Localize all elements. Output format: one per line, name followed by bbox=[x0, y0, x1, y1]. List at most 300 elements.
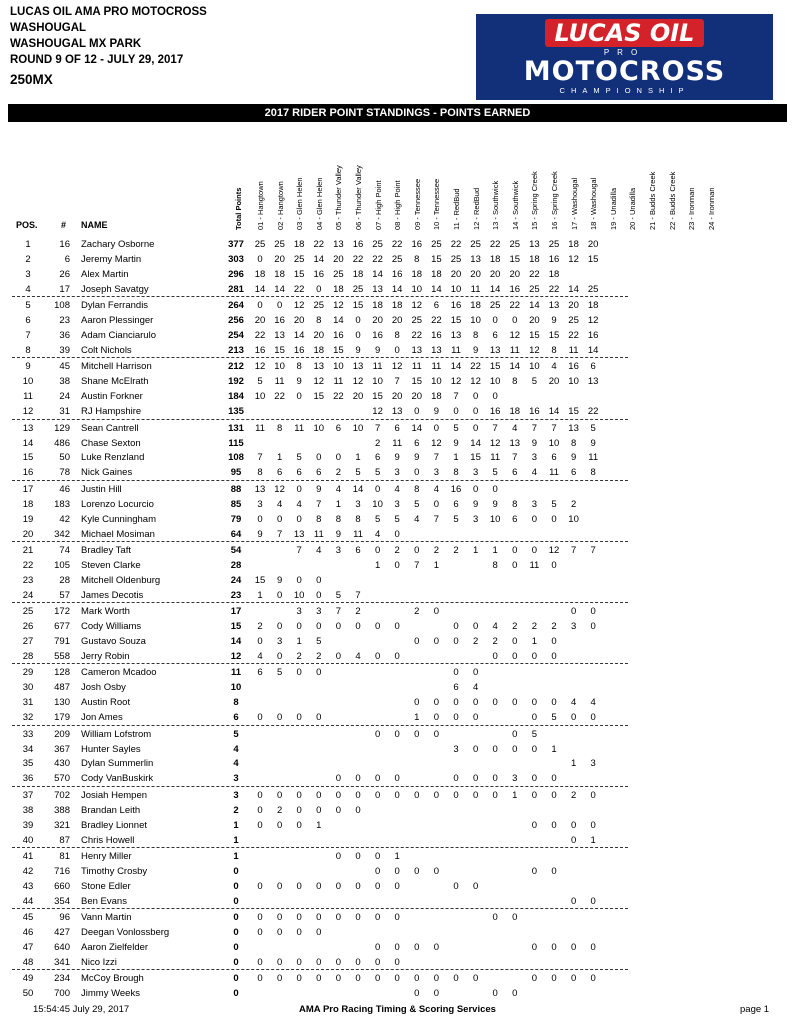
rider-number: 341 bbox=[54, 956, 70, 968]
rider-number: 130 bbox=[54, 697, 70, 709]
rider-position: 21 bbox=[22, 545, 34, 556]
round-points: 0 bbox=[492, 483, 498, 495]
round-points: 0 bbox=[316, 712, 322, 724]
round-points: 0 bbox=[257, 513, 263, 525]
round-points: 2 bbox=[276, 804, 283, 816]
round-points: 1 bbox=[296, 636, 302, 647]
logo-motocross: MOTOCROSS bbox=[523, 56, 726, 87]
logo-pro: PRO bbox=[603, 48, 646, 57]
round-points: 11 bbox=[353, 528, 363, 540]
rider-number: 96 bbox=[59, 912, 70, 924]
round-points: 6 bbox=[355, 545, 361, 556]
round-points: 0 bbox=[551, 513, 557, 525]
round-points: 16 bbox=[568, 361, 579, 373]
round-points: 0 bbox=[492, 988, 498, 1000]
round-points: 9 bbox=[570, 452, 577, 464]
rider-name: Austin Root bbox=[81, 697, 131, 709]
event-name: WASHOUGAL bbox=[10, 22, 87, 34]
round-points: 0 bbox=[570, 606, 577, 618]
round-points: 7 bbox=[512, 452, 518, 464]
round-points: 11 bbox=[313, 528, 324, 540]
rider-total-points: 1 bbox=[233, 834, 239, 846]
round-points: 0 bbox=[296, 973, 302, 985]
round-points: 0 bbox=[257, 253, 263, 265]
round-points: 7 bbox=[453, 391, 459, 403]
table-row bbox=[0, 619, 795, 634]
standings-banner: 2017 RIDER POINT STANDINGS - POINTS EARNED bbox=[8, 104, 787, 122]
rider-total-points: 212 bbox=[228, 361, 244, 373]
rider-position: 48 bbox=[22, 956, 34, 968]
col-total-header bbox=[230, 166, 246, 230]
round-points: 10 bbox=[529, 361, 540, 373]
round-points: 0 bbox=[531, 513, 538, 525]
rider-name: Joseph Savatgy bbox=[81, 283, 149, 295]
round-points: 9 bbox=[394, 452, 400, 464]
col-round-label: 18 - Washougal bbox=[589, 177, 599, 230]
rider-name: Hunter Sayles bbox=[81, 743, 141, 755]
round-points: 12 bbox=[274, 483, 285, 495]
table-row bbox=[0, 864, 795, 879]
round-points: 0 bbox=[414, 865, 420, 877]
round-points: 13 bbox=[293, 528, 305, 540]
round-points: 11 bbox=[255, 422, 265, 434]
round-points: 25 bbox=[372, 239, 383, 250]
round-points: 0 bbox=[374, 483, 381, 495]
round-points: 0 bbox=[590, 942, 596, 953]
round-points: 0 bbox=[531, 865, 538, 877]
rider-number: 23 bbox=[59, 315, 70, 327]
rider-number: 16 bbox=[59, 239, 70, 250]
col-round-label: 15 - Spring Creek bbox=[530, 171, 540, 230]
rider-total-points: 0 bbox=[233, 973, 239, 985]
round-points: 10 bbox=[411, 283, 423, 295]
rider-total-points: 23 bbox=[230, 589, 242, 601]
round-points: 8 bbox=[257, 467, 263, 479]
round-points: 0 bbox=[316, 621, 322, 633]
rider-name: Alex Martin bbox=[81, 268, 129, 280]
round-points: 5 bbox=[414, 498, 420, 510]
round-points: 11 bbox=[392, 437, 403, 449]
rider-name: William Lofstrom bbox=[81, 728, 152, 740]
round-points: 1 bbox=[531, 636, 538, 647]
round-points: 13 bbox=[254, 483, 266, 495]
venue-name: WASHOUGAL MX PARK bbox=[10, 38, 142, 50]
rider-number: 427 bbox=[54, 927, 70, 939]
round-points: 0 bbox=[453, 712, 459, 724]
round-points: 0 bbox=[551, 973, 557, 985]
round-points: 22 bbox=[568, 330, 579, 341]
round-points: 4 bbox=[394, 483, 400, 495]
round-points: 0 bbox=[257, 636, 263, 647]
round-points: 7 bbox=[335, 606, 342, 618]
round-points: 10 bbox=[431, 376, 442, 388]
table-row bbox=[0, 634, 795, 649]
round-points: 0 bbox=[453, 789, 459, 801]
round-points: 25 bbox=[431, 239, 442, 250]
col-round-header bbox=[330, 166, 346, 230]
table-row bbox=[0, 955, 795, 970]
round-points: 0 bbox=[335, 973, 342, 985]
round-points: 10 bbox=[450, 283, 462, 295]
round-points: 14 bbox=[391, 283, 403, 295]
rider-position: 44 bbox=[22, 895, 34, 907]
round-points: 0 bbox=[492, 697, 498, 709]
round-points: 22 bbox=[489, 239, 501, 250]
round-points: 7 bbox=[355, 589, 361, 601]
round-points: 18 bbox=[489, 253, 501, 265]
round-points: 12 bbox=[431, 437, 442, 449]
round-points: 20 bbox=[352, 391, 364, 403]
round-points: 4 bbox=[296, 498, 302, 510]
col-pos-header: POS. bbox=[16, 220, 38, 230]
round-points: 0 bbox=[433, 973, 440, 985]
round-points: 9 bbox=[531, 437, 538, 449]
round-points: 25 bbox=[509, 239, 521, 250]
round-points: 0 bbox=[296, 956, 302, 968]
rider-number: 172 bbox=[54, 606, 70, 618]
round-points: 9 bbox=[453, 437, 459, 449]
round-points: 0 bbox=[414, 467, 420, 479]
rider-number: 128 bbox=[54, 667, 70, 679]
round-points: 13 bbox=[529, 239, 540, 250]
rider-number: 486 bbox=[54, 437, 70, 449]
round-points: 7 bbox=[492, 422, 498, 434]
round-points: 18 bbox=[431, 268, 442, 280]
round-points: 0 bbox=[374, 880, 381, 892]
rider-name: Adam Cianciarulo bbox=[81, 330, 156, 341]
rider-position: 27 bbox=[22, 636, 34, 647]
round-points: 0 bbox=[453, 773, 459, 785]
round-points: 0 bbox=[590, 973, 596, 985]
table-row bbox=[0, 910, 795, 925]
round-points: 20 bbox=[450, 268, 462, 280]
col-total-label: Total Points bbox=[234, 187, 243, 230]
round-points: 4 bbox=[414, 513, 420, 525]
rider-position: 32 bbox=[22, 712, 34, 724]
round-points: 0 bbox=[355, 851, 361, 862]
round-points: 0 bbox=[512, 988, 518, 1000]
rider-number: 570 bbox=[54, 773, 70, 785]
round-points: 0 bbox=[394, 528, 400, 540]
rider-name: Dylan Summerlin bbox=[81, 758, 154, 770]
round-points: 8 bbox=[316, 513, 322, 525]
round-points: 12 bbox=[529, 344, 540, 356]
round-points: 0 bbox=[570, 834, 577, 846]
col-round-header bbox=[487, 166, 503, 230]
round-points: 0 bbox=[316, 283, 322, 295]
round-points: 0 bbox=[257, 956, 263, 968]
round-points: 0 bbox=[276, 789, 283, 801]
round-points: 2 bbox=[472, 636, 479, 647]
rider-position: 19 bbox=[22, 513, 34, 525]
table-row bbox=[0, 527, 795, 542]
round-points: 0 bbox=[590, 606, 596, 618]
round-points: 16 bbox=[450, 300, 462, 312]
round-points: 0 bbox=[472, 697, 479, 709]
col-round-header bbox=[409, 166, 425, 230]
rider-position: 2 bbox=[25, 253, 31, 265]
round-points: 3 bbox=[453, 743, 459, 755]
round-points: 0 bbox=[472, 743, 479, 755]
round-points: 16 bbox=[489, 406, 501, 418]
round-points: 8 bbox=[453, 467, 459, 479]
round-points: 22 bbox=[470, 361, 481, 373]
round-points: 14 bbox=[470, 437, 481, 449]
round-points: 0 bbox=[276, 621, 283, 633]
round-points: 9 bbox=[472, 344, 479, 356]
round-points: 25 bbox=[293, 253, 305, 265]
round-points: 0 bbox=[355, 973, 361, 985]
rider-total-points: 281 bbox=[228, 283, 244, 295]
table-row bbox=[0, 436, 795, 451]
round-points: 0 bbox=[453, 406, 459, 418]
round-points: 0 bbox=[355, 804, 361, 816]
round-points: 12 bbox=[254, 361, 266, 373]
rider-position: 3 bbox=[25, 268, 31, 280]
rider-name: Jerry Robin bbox=[81, 650, 130, 662]
round-points: 8 bbox=[414, 253, 420, 265]
round-points: 0 bbox=[531, 650, 538, 662]
rider-name: James Decotis bbox=[81, 589, 144, 601]
round-points: 16 bbox=[529, 406, 540, 418]
round-points: 15 bbox=[529, 330, 540, 341]
round-points: 0 bbox=[433, 498, 440, 510]
round-points: 8 bbox=[335, 513, 342, 525]
rider-position: 38 bbox=[22, 804, 34, 816]
rider-position: 16 bbox=[22, 467, 34, 479]
rider-number: 234 bbox=[54, 973, 70, 985]
round-points: 10 bbox=[313, 422, 325, 434]
round-points: 0 bbox=[374, 789, 381, 801]
col-round-header bbox=[428, 166, 444, 230]
group-divider bbox=[12, 663, 628, 664]
round-points: 22 bbox=[391, 239, 403, 250]
col-round-header bbox=[624, 166, 640, 230]
round-points: 0 bbox=[433, 606, 440, 618]
col-round-header bbox=[664, 166, 680, 230]
table-row bbox=[0, 282, 795, 297]
rider-name: Gustavo Souza bbox=[81, 636, 146, 647]
round-points: 20 bbox=[470, 268, 481, 280]
table-row bbox=[0, 710, 795, 725]
round-points: 10 bbox=[548, 437, 560, 449]
rider-total-points: 377 bbox=[228, 239, 244, 250]
round-points: 2 bbox=[296, 650, 302, 662]
round-points: 0 bbox=[296, 391, 302, 403]
rider-total-points: 8 bbox=[233, 697, 239, 709]
round-points: 8 bbox=[512, 498, 518, 510]
round-points: 11 bbox=[294, 422, 305, 434]
round-points: 0 bbox=[531, 942, 538, 953]
round-points: 5 bbox=[335, 589, 342, 601]
round-points: 0 bbox=[276, 880, 283, 892]
round-points: 11 bbox=[470, 283, 481, 295]
round-points: 0 bbox=[414, 789, 420, 801]
round-points: 4 bbox=[570, 697, 577, 709]
round-points: 0 bbox=[472, 621, 479, 633]
round-points: 0 bbox=[492, 315, 498, 327]
round-points: 0 bbox=[590, 789, 596, 801]
rider-number: 31 bbox=[59, 406, 70, 418]
round-points: 0 bbox=[414, 973, 420, 985]
round-points: 0 bbox=[472, 483, 479, 495]
rider-total-points: 0 bbox=[233, 912, 239, 924]
round-points: 6 bbox=[414, 437, 420, 449]
round-points: 3 bbox=[335, 545, 342, 556]
rider-name: Michael Mosiman bbox=[81, 528, 155, 540]
round-points: 0 bbox=[394, 789, 400, 801]
table-row bbox=[0, 665, 795, 680]
round-points: 18 bbox=[568, 239, 579, 250]
table-row bbox=[0, 313, 795, 328]
round-points: 18 bbox=[274, 268, 285, 280]
round-points: 2 bbox=[316, 650, 322, 662]
table-row bbox=[0, 450, 795, 465]
round-points: 10 bbox=[568, 513, 579, 525]
rider-total-points: 192 bbox=[228, 376, 244, 388]
round-points: 15 bbox=[274, 344, 285, 356]
table-row bbox=[0, 497, 795, 512]
rider-position: 41 bbox=[22, 851, 34, 862]
col-round-header bbox=[703, 166, 719, 230]
table-row bbox=[0, 742, 795, 757]
round-points: 0 bbox=[335, 912, 342, 924]
round-points: 0 bbox=[551, 789, 557, 801]
round-points: 0 bbox=[551, 819, 557, 831]
table-row bbox=[0, 543, 795, 558]
round-points: 0 bbox=[512, 697, 518, 709]
col-round-label: 13 - Southwick bbox=[491, 180, 501, 230]
round-points: 1 bbox=[570, 758, 577, 770]
rider-number: 179 bbox=[54, 712, 70, 724]
round-points: 0 bbox=[316, 956, 322, 968]
rider-total-points: 131 bbox=[228, 422, 244, 434]
round-points: 8 bbox=[590, 467, 596, 479]
round-points: 10 bbox=[372, 376, 383, 388]
rider-position: 30 bbox=[22, 682, 34, 694]
round-points: 6 bbox=[296, 467, 302, 479]
rider-total-points: 256 bbox=[228, 315, 244, 327]
round-points: 5 bbox=[590, 422, 596, 434]
round-points: 15 bbox=[470, 452, 481, 464]
col-round-header bbox=[566, 166, 582, 230]
round-points: 2 bbox=[531, 621, 538, 633]
round-points: 25 bbox=[254, 239, 266, 250]
rider-total-points: 0 bbox=[233, 988, 239, 1000]
round-points: 0 bbox=[512, 650, 518, 662]
col-round-label: 19 - Unadilla bbox=[608, 187, 618, 230]
round-points: 25 bbox=[391, 253, 403, 265]
round-points: 13 bbox=[333, 239, 344, 250]
round-points: 15 bbox=[489, 361, 501, 373]
rider-name: Timothy Crosby bbox=[81, 865, 148, 877]
rider-total-points: 24 bbox=[230, 574, 242, 586]
rider-position: 20 bbox=[22, 528, 34, 540]
rider-position: 14 bbox=[22, 437, 34, 449]
round-points: 12 bbox=[509, 330, 521, 341]
table-row bbox=[0, 771, 795, 786]
rider-number: 17 bbox=[59, 283, 70, 295]
rider-position: 1 bbox=[25, 239, 31, 250]
rider-position: 37 bbox=[22, 789, 34, 801]
rider-number: 342 bbox=[54, 528, 70, 540]
table-row bbox=[0, 328, 795, 343]
round-points: 7 bbox=[433, 452, 440, 464]
rider-name: Bradley Lionnet bbox=[81, 819, 148, 831]
round-points: 22 bbox=[548, 283, 560, 295]
round-points: 0 bbox=[316, 589, 322, 601]
round-points: 10 bbox=[489, 376, 501, 388]
col-round-header bbox=[526, 166, 542, 230]
round-points: 25 bbox=[333, 268, 344, 280]
rider-name: Chase Sexton bbox=[81, 437, 141, 449]
round-points: 6 bbox=[316, 467, 322, 479]
round-points: 8 bbox=[394, 330, 400, 341]
round-points: 12 bbox=[450, 376, 462, 388]
round-points: 2 bbox=[335, 467, 342, 479]
rider-number: 183 bbox=[54, 498, 70, 510]
round-points: 0 bbox=[512, 912, 518, 924]
rider-total-points: 54 bbox=[230, 545, 242, 556]
round-points: 2 bbox=[551, 621, 557, 633]
rider-total-points: 3 bbox=[233, 789, 239, 801]
round-points: 14 bbox=[489, 283, 501, 295]
round-points: 0 bbox=[276, 973, 283, 985]
col-round-header bbox=[389, 166, 405, 230]
round-points: 13 bbox=[372, 283, 383, 295]
rider-position: 23 bbox=[22, 574, 34, 586]
footer-service: AMA Pro Racing Timing & Scoring Services bbox=[299, 1004, 496, 1015]
round-points: 1 bbox=[374, 559, 381, 571]
rider-number: 39 bbox=[59, 344, 70, 356]
round-points: 0 bbox=[355, 912, 361, 924]
round-points: 0 bbox=[394, 912, 400, 924]
rider-name: Josh Osby bbox=[81, 682, 126, 694]
round-points: 13 bbox=[274, 330, 285, 341]
class-name: 250MX bbox=[10, 72, 53, 87]
round-points: 7 bbox=[316, 498, 322, 510]
round-points: 0 bbox=[276, 956, 283, 968]
round-points: 0 bbox=[316, 789, 322, 801]
rider-number: 28 bbox=[59, 574, 70, 586]
round-points: 0 bbox=[374, 621, 381, 633]
col-round-label: 06 - Thunder Valley bbox=[354, 165, 363, 230]
rider-position: 49 bbox=[22, 973, 34, 985]
round-points: 13 bbox=[411, 344, 423, 356]
round-points: 9 bbox=[472, 498, 479, 510]
rider-name: Justin Hill bbox=[81, 483, 122, 495]
round-points: 4 bbox=[472, 682, 479, 694]
rider-position: 33 bbox=[22, 728, 34, 740]
round-points: 12 bbox=[587, 315, 599, 327]
round-points: 22 bbox=[313, 239, 325, 250]
round-points: 8 bbox=[316, 315, 322, 327]
round-points: 1 bbox=[414, 712, 420, 724]
round-points: 0 bbox=[570, 712, 577, 724]
table-row bbox=[0, 833, 795, 848]
rider-number: 50 bbox=[59, 452, 70, 464]
round-points: 9 bbox=[335, 528, 342, 540]
rider-name: Cameron Mcadoo bbox=[81, 667, 157, 679]
round-points: 6 bbox=[551, 452, 557, 464]
round-points: 20 bbox=[274, 253, 285, 265]
round-points: 13 bbox=[548, 300, 560, 312]
table-row bbox=[0, 421, 795, 436]
round-points: 22 bbox=[509, 300, 521, 312]
round-points: 11 bbox=[431, 361, 442, 373]
round-points: 7 bbox=[433, 513, 440, 525]
round-points: 13 bbox=[509, 437, 521, 449]
